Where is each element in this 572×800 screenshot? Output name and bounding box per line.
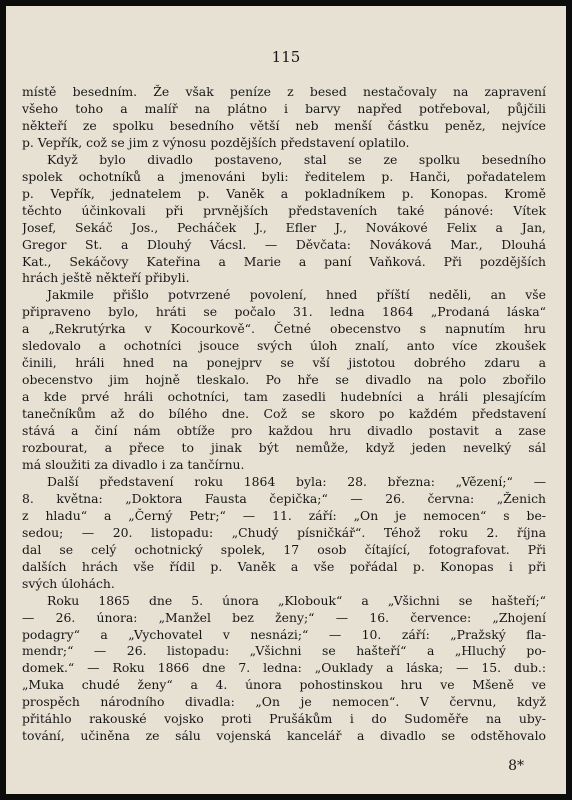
page-number: 115	[271, 48, 301, 66]
text-line: všeho toho a malíř na plátno i barvy napřed potřeboval, půjčili	[22, 100, 546, 116]
text-line: obecenstvo jim hojně tleskalo. Po hře se divadlo na polo zbořilo	[22, 372, 546, 388]
text-line: 8. května: „Doktora Fausta čepička;“ — 26. června: „Ženich	[22, 490, 546, 506]
text-line: prospěch národního divadla: „On je nemocen“. V červnu, když	[22, 694, 546, 710]
text-line: dal se celý ochotnický spolek, 17 osob čítající, fotografovat. Při	[22, 541, 546, 557]
text-line: a kde prvé hráli ochotníci, tam zasedli hudebníci a hráli plesajícím	[22, 389, 546, 405]
text-line: stává a činí nám obtíže pro každou hru divadlo postavit a zase	[22, 423, 546, 439]
text-line: Gregor St. a Dlouhý Vácsl. — Děvčata: Nováková Mar., Dlouhá	[22, 236, 546, 252]
text-line: p. Vepřík, což se jim z výnosu pozdějších představení oplatilo.	[22, 134, 410, 150]
text-line: místě besedním. Že však peníze z besed nestačovaly na zapravení	[22, 84, 546, 99]
text-line: tanečníkům až do bílého dne. Což se skoro po každém představení	[22, 406, 546, 422]
text-line: z hladu“ a „Černý Petr;“ — 11. září: „On je nemocen“ s be-	[22, 507, 546, 523]
body-text	[22, 84, 546, 745]
text-line: podagry“ a „Vychovatel v nesnázi;“ — 10. září: „Pražský fla-	[22, 626, 546, 642]
text-line: rozbourat, a přece to jinak být nemůže, když jeden nevelký sál	[22, 440, 546, 456]
text-line: svých úlohách.	[22, 575, 115, 591]
text-line: těchto účinkovali při prvnějších představeních také pánové: Vítek	[22, 202, 546, 218]
text-line: mendr;“ — 26. listopadu: „Všichni se hašteří“ a „Hluchý po-	[22, 643, 546, 659]
book-page	[6, 6, 566, 794]
text-line: Roku 1865 dne 5. února „Klobouk“ a „Všichni se hašteří;“	[47, 592, 546, 608]
text-line: p. Vepřík, jednatelem p. Vaněk a pokladníkem p. Konopas. Kromě	[22, 185, 546, 201]
text-line: a „Rekrutýrka v Kocourkově“. Četné obecenstvo s napnutím hru	[22, 321, 546, 337]
text-line: Když bylo divadlo postaveno, stal se ze spolku besedního	[47, 151, 546, 167]
text-line: sedou; — 20. listopadu: „Chudý písničkář“. Téhož roku 2. října	[22, 524, 546, 540]
text-line: — 26. února: „Manžel bez ženy;“ — 16. července: „Zhojení	[22, 609, 546, 625]
text-line: dalších hrách vše řídil p. Vaněk a vše pořádal p. Konopas i při	[22, 558, 546, 574]
text-line: připraveno bylo, hráti se počalo 31. ledna 1864 „Prodaná láska“	[22, 304, 546, 320]
text-line: Další představení roku 1864 byla: 28. března: „Vězení;“ —	[47, 473, 546, 489]
text-line: spolek ochotníků a jmenováni byli: ředitelem p. Hanči, pořadatelem	[22, 168, 546, 184]
text-line: „Muka chudé ženy“ a 4. února pohostinskou hru ve Mšeně ve	[22, 677, 546, 693]
text-line: domek.“ — Roku 1866 dne 7. ledna: „Ouklady a láska; — 15. dub.:	[22, 660, 546, 676]
text-line: sledovalo a ochotníci jsouce svých úloh znalí, anto více zkoušek	[22, 338, 546, 354]
text-line: má sloužiti za divadlo i za tančírnu.	[22, 456, 245, 472]
text-line: hrách ještě někteří přibyli.	[22, 270, 190, 286]
text-line: Kat., Sekáčovy Kateřina a Marie a paní Vaňková. Při pozdějších	[22, 253, 546, 269]
signature-mark: 8*	[508, 758, 524, 774]
text-line: Josef, Sekáč Jos., Pecháček J., Efler J., Novákové Felix a Jan,	[22, 219, 546, 235]
text-line: činili, hráli hned na ponejprv se vší jistotou dobrého zdaru a	[22, 355, 546, 371]
text-line: tování, učiněna ze sálu vojenská kancelář a divadlo se odstěhovalo	[22, 728, 546, 744]
text-line: někteří ze spolku besedního větší neb menší částku peněz, nejvíce	[22, 117, 546, 133]
text-line: přitáhlo rakouské vojsko proti Prušákům i do Sudoměře na uby-	[22, 711, 546, 727]
text-line: Jakmile přišlo potvrzené povolení, hned příští neděli, an vše	[47, 287, 546, 303]
